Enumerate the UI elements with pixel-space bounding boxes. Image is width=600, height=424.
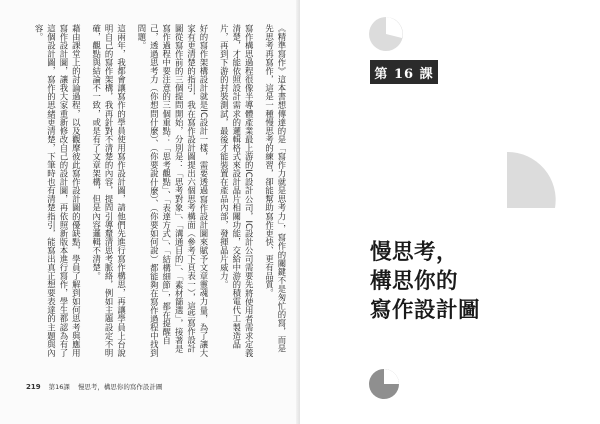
chapter-title xyxy=(370,238,570,325)
title-line: 構思你的 xyxy=(370,269,459,294)
title-line: 寫作設計圖 xyxy=(370,298,481,323)
paragraph: 《精準寫作》這本書想傳達的是「寫作力就是思考力」，寫作的關鍵不是匆忙的寫，而是先思考再寫作，這是一種慢思考的練習，卻能幫助寫作更快、更有品質。 xyxy=(264,24,287,353)
paragraph: 寫作構思過程很像半導體產業最上游的IC設計公司，IC設計公司需要先將使用者需求定義清楚，才能依照設計需求的邏輯格式來設計晶片相關功能，交給中游的積電代工製造晶片，再到下游的封裝測試，最後才能裝置在產品內部，發揮晶片威力。 xyxy=(219,24,255,358)
footer-title: 慢思考，構思你的寫作設計圖 xyxy=(77,383,163,391)
sector-deco-icon xyxy=(366,366,402,402)
paragraph: 好的寫作架構設計就是IC設計一樣，需要透過寫作設計圖來賦予文章靈魂力量，為了讓大家有更清楚的指引，我在寫作設計圖提出六個思考構面（參考下頁表一），這些寫作設計圖從寫作前的三個提問開始，分別是：「思考對象」、「溝通目的」、「素材篩選」，接著是寫作過程中要注意的三個重點：「思考觀點」、「表達方式」、「結構細節」，都在提醒自己，透過思考力（你想問什麼）、（你要說什麼）、（你要如何說）都能夠在寫作過程中找到問題。 xyxy=(136,24,209,358)
lesson-label: 第 16 課 xyxy=(370,60,438,84)
page-footer xyxy=(26,382,162,391)
sector-deco-icon xyxy=(366,14,406,54)
paragraph: 藉由課堂上的討論過程，以及觀摩彼此寫作設計圖的優缺點，學員了解到如何思考與應用寫作設計圖，讓我大家重新修改自己的設計圖，再依照新版本進行寫作，學生都認為有了這個設計圖，寫作的思緒更清楚，下筆時也有清楚指引，能寫出真正想要表達的主題與內容。 xyxy=(34,24,82,358)
page-number: 219 xyxy=(26,382,41,391)
sector-deco-icon xyxy=(505,140,565,210)
title-line: 慢思考， xyxy=(370,240,459,265)
footer-lesson: 第16課 xyxy=(48,383,70,391)
right-page xyxy=(300,0,600,424)
paragraph: 這兩年，我都會讓寫作的學員使用寫作設計圖，請他們先進行寫作構思，再讓學員上台說明自己的寫作架構，我再針對不清楚的內容，提問引導釐清思考脈絡，例如主題設定不明確，觀點與結論不一致，或是有了文章架構，但是內容邏輯不清楚。 xyxy=(91,24,127,358)
body-text xyxy=(30,24,288,359)
